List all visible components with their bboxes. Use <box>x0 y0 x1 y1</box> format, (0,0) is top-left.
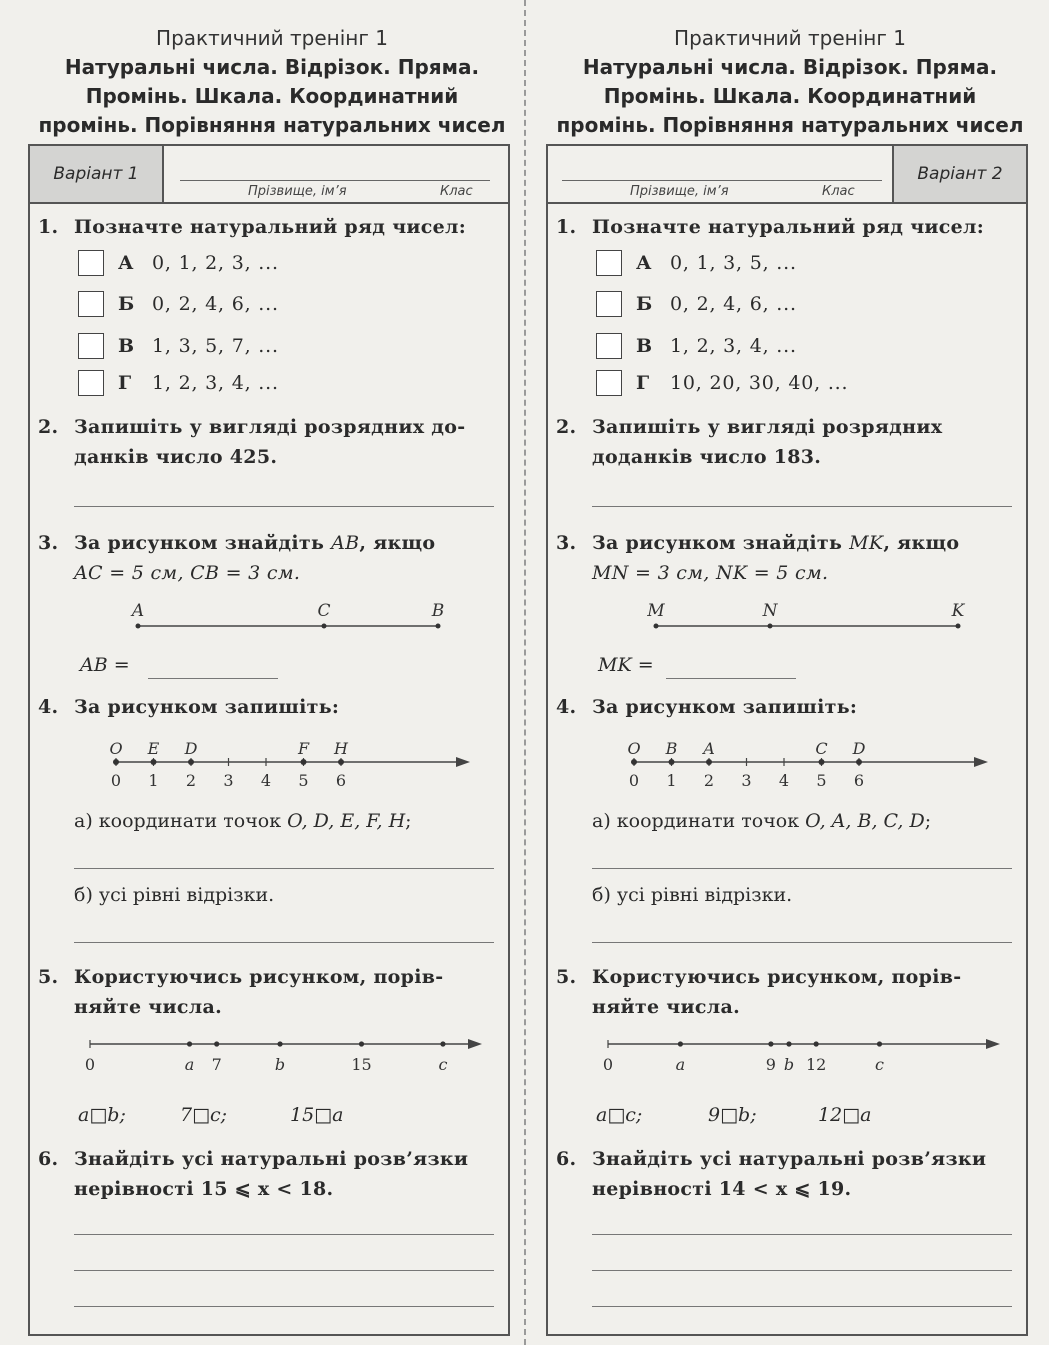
answer-line[interactable] <box>592 1234 1012 1235</box>
task3-answer-label: MK = <box>598 654 654 676</box>
name-row <box>548 146 1026 204</box>
task3-line2: AC = 5 см, CB = 3 см. <box>74 562 301 584</box>
segment-figure <box>112 600 445 640</box>
ray-point-label: H <box>334 739 348 758</box>
header-line: Натуральні числа. Відрізок. Пряма. <box>64 55 480 79</box>
ray-tick-label: 5 <box>816 771 827 790</box>
task4-part-b: б) усі рівні відрізки. <box>592 884 793 906</box>
answer-line[interactable] <box>74 1234 494 1235</box>
checkbox[interactable] <box>596 291 622 317</box>
task3-answer-line[interactable] <box>666 678 796 679</box>
option-letter: Г <box>118 372 132 394</box>
ray-tick-label: 0 <box>628 771 640 790</box>
segment-point-label: M <box>647 601 665 621</box>
task6-line1: Знайдіть усі натуральні розв’язки <box>74 1148 469 1170</box>
arrow-icon <box>456 757 470 767</box>
compare-ray <box>600 1032 1010 1076</box>
task-number: 5. <box>556 966 577 988</box>
answer-line[interactable] <box>592 942 1012 943</box>
ray-point <box>768 1041 773 1046</box>
ray-point <box>301 759 307 765</box>
option-letter: В <box>636 335 653 357</box>
ray-point <box>338 759 344 765</box>
option-values: 1, 2, 3, 4, ... <box>152 372 279 394</box>
ray-point <box>877 1041 882 1046</box>
ray-value-label: a <box>675 1055 686 1074</box>
ray-tick-label: 3 <box>741 771 752 790</box>
segment-point-label: K <box>951 601 965 621</box>
checkbox[interactable] <box>78 370 104 396</box>
task3-var: AB <box>331 532 360 554</box>
task3-line1b: , якщо <box>359 532 436 554</box>
name-label: Прізвище, ім’я <box>248 184 347 199</box>
task-number: 2. <box>556 416 577 438</box>
task5-line1: Користуючись рисунком, порів- <box>74 966 444 988</box>
option-values: 10, 20, 30, 40, ... <box>670 372 849 394</box>
checkbox[interactable] <box>78 291 104 317</box>
task5-line1: Користуючись рисунком, порів- <box>592 966 962 988</box>
option-letter: А <box>636 252 652 274</box>
ray-point <box>151 759 157 765</box>
task4-a-end: ; <box>924 810 932 832</box>
option-letter: А <box>118 252 134 274</box>
task3-var: MK <box>849 532 884 554</box>
coordinate-ray <box>620 736 1000 792</box>
task4-text <box>556 692 857 722</box>
task6-text <box>556 1144 986 1204</box>
segment-point <box>136 624 141 629</box>
task-number: 5. <box>38 966 59 988</box>
compare-ray <box>82 1032 492 1076</box>
ray-tick-label: 5 <box>298 771 309 790</box>
ray-tick-label: 6 <box>335 771 347 790</box>
header-title: Практичний тренінг 1 <box>156 26 388 50</box>
task3-text <box>556 528 959 588</box>
task5-text <box>556 962 961 1022</box>
segment-point-label: N <box>762 601 778 621</box>
task3-text <box>38 528 435 588</box>
comparison[interactable]: 15□a <box>290 1104 344 1126</box>
task6-line1: Знайдіть усі натуральні розв’язки <box>592 1148 987 1170</box>
checkbox[interactable] <box>596 250 622 276</box>
comparison[interactable]: 7□c; <box>180 1104 228 1126</box>
ray-point <box>113 759 119 765</box>
option-values: 1, 2, 3, 4, ... <box>670 335 797 357</box>
ray-value-label: 0 <box>84 1055 96 1074</box>
ray-point-label: D <box>852 739 866 758</box>
task3-line1a: За рисунком знайдіть <box>592 532 850 554</box>
ray-value-label: c <box>875 1055 884 1074</box>
ray-point <box>359 1041 364 1046</box>
segment-point <box>768 624 773 629</box>
arrow-icon <box>468 1039 482 1049</box>
ray-point <box>706 759 712 765</box>
segment-point <box>322 624 327 629</box>
coordinate-ray <box>102 736 482 792</box>
ray-point-label: B <box>665 739 678 758</box>
task2-line2: доданків число 183. <box>592 446 822 468</box>
option-values: 0, 1, 3, 5, ... <box>670 252 797 274</box>
answer-line[interactable] <box>592 1270 1012 1271</box>
header-title: Практичний тренінг 1 <box>674 26 906 50</box>
task3-line1a: За рисунком знайдіть <box>74 532 332 554</box>
checkbox[interactable] <box>78 333 104 359</box>
task1-text <box>38 212 466 242</box>
ray-value-label: b <box>783 1055 795 1074</box>
task4-a-vars: O, A, B, C, D <box>805 810 925 832</box>
ray-tick-label: 1 <box>666 771 677 790</box>
header-line: промінь. Порівняння натуральних чисел <box>38 113 506 137</box>
comparison[interactable]: 12□a <box>818 1104 872 1126</box>
task2-text <box>38 412 465 472</box>
header-line: Натуральні числа. Відрізок. Пряма. <box>582 55 998 79</box>
task6-text <box>38 1144 468 1204</box>
task4-prompt: За рисунком запишіть: <box>592 696 858 718</box>
ray-tick-label: 4 <box>778 771 790 790</box>
ray-point <box>786 1041 791 1046</box>
task3-line1b: , якщо <box>883 532 960 554</box>
task2-text <box>556 412 942 472</box>
ray-tick-label: 3 <box>223 771 234 790</box>
option-d[interactable] <box>78 370 279 396</box>
ray-point <box>819 759 825 765</box>
task2-line2: данків число 425. <box>74 446 278 468</box>
ray-tick-label: 1 <box>148 771 159 790</box>
answer-line[interactable] <box>74 506 494 507</box>
task3-answer-line[interactable] <box>148 678 278 679</box>
class-label: Клас <box>822 184 855 199</box>
name-label: Прізвище, ім’я <box>630 184 729 199</box>
arrow-icon <box>986 1039 1000 1049</box>
ray-value-label: b <box>274 1055 286 1074</box>
ray-value-label: 15 <box>351 1055 372 1074</box>
variant-label: Варіант 1 <box>30 146 164 202</box>
ray-point-label: O <box>109 739 123 758</box>
ray-point <box>814 1041 819 1046</box>
task5-text <box>38 962 443 1022</box>
task4-a-vars: O, D, E, F, H <box>287 810 406 832</box>
segment-figure <box>630 600 965 640</box>
ray-value-label: a <box>184 1055 195 1074</box>
ray-point <box>187 1041 192 1046</box>
comparison[interactable]: a□b; <box>78 1104 126 1126</box>
ray-value-label: 0 <box>602 1055 614 1074</box>
task-number: 6. <box>38 1148 59 1170</box>
ray-point-label: C <box>815 739 828 758</box>
task-number: 4. <box>38 696 59 718</box>
ray-value-label: 9 <box>765 1055 776 1074</box>
option-letter: В <box>118 335 135 357</box>
segment-point <box>436 624 441 629</box>
checkbox[interactable] <box>78 250 104 276</box>
option-a[interactable] <box>596 250 797 276</box>
ray-point-label: E <box>147 739 160 758</box>
name-row <box>30 146 508 204</box>
ray-tick-label: 4 <box>260 771 272 790</box>
task2-line1: Запишіть у вигляді розрядних <box>592 416 943 438</box>
segment-point-label: A <box>131 601 145 621</box>
ray-value-label: c <box>438 1055 448 1074</box>
ray-point <box>631 759 637 765</box>
task4-a-text: а) координати точок <box>592 810 806 832</box>
ray-point <box>188 759 194 765</box>
task6-line2: нерівності 15 ⩽ x < 18. <box>74 1178 334 1200</box>
option-b[interactable] <box>596 291 797 317</box>
task-number: 2. <box>38 416 59 438</box>
answer-line[interactable] <box>74 1306 494 1307</box>
segment-point-label: C <box>317 601 331 621</box>
cut-line <box>524 0 526 1345</box>
segment-point <box>654 624 659 629</box>
task1-prompt: Позначте натуральний ряд чисел: <box>592 216 985 238</box>
task4-prompt: За рисунком запишіть: <box>74 696 340 718</box>
ray-point <box>669 759 675 765</box>
variant-column <box>22 0 522 1345</box>
task5-line2: няйте числа. <box>74 996 223 1018</box>
checkbox[interactable] <box>596 333 622 359</box>
task5-line2: няйте числа. <box>592 996 741 1018</box>
header-line: Промінь. Шкала. Координатний <box>85 84 459 108</box>
arrow-icon <box>974 757 988 767</box>
ray-point-label: A <box>703 739 715 758</box>
option-c[interactable] <box>78 333 279 359</box>
option-d[interactable] <box>596 370 848 396</box>
ray-point <box>277 1041 282 1046</box>
task6-line2: нерівності 14 < x ⩽ 19. <box>592 1178 852 1200</box>
header-line: Промінь. Шкала. Координатний <box>603 84 977 108</box>
task1-prompt: Позначте натуральний ряд чисел: <box>74 216 467 238</box>
answer-line[interactable] <box>74 1270 494 1271</box>
task-number: 1. <box>38 216 59 238</box>
task4-part-a <box>74 810 412 832</box>
name-input-line[interactable] <box>562 180 882 181</box>
option-letter: Г <box>636 372 650 394</box>
task4-text <box>38 692 339 722</box>
ray-point <box>678 1041 683 1046</box>
answer-line[interactable] <box>592 1306 1012 1307</box>
comparison[interactable]: a□c; <box>596 1104 643 1126</box>
variant-column <box>540 0 1040 1345</box>
header-line: промінь. Порівняння натуральних чисел <box>556 113 1024 137</box>
task4-part-a <box>592 810 931 832</box>
ray-tick-label: 2 <box>703 771 715 790</box>
option-letter: Б <box>118 293 135 315</box>
answer-line[interactable] <box>592 506 1012 507</box>
option-c[interactable] <box>596 333 797 359</box>
ray-tick-label: 2 <box>185 771 197 790</box>
ray-tick-label: 0 <box>110 771 122 790</box>
variant-label: Варіант 2 <box>892 146 1026 202</box>
option-values: 0, 1, 2, 3, ... <box>152 252 279 274</box>
task1-text <box>556 212 984 242</box>
ray-point-label: O <box>627 739 641 758</box>
task-number: 3. <box>38 532 59 554</box>
answer-line[interactable] <box>74 868 494 869</box>
task3-line2: MN = 3 см, NK = 5 см. <box>592 562 829 584</box>
ray-value-label: 7 <box>211 1055 222 1074</box>
ray-point <box>214 1041 219 1046</box>
task-number: 4. <box>556 696 577 718</box>
task4-a-text: а) координати точок <box>74 810 288 832</box>
ray-point <box>856 759 862 765</box>
ray-value-label: 12 <box>805 1055 827 1074</box>
comparison[interactable]: 9□b; <box>708 1104 757 1126</box>
class-label: Клас <box>440 184 473 199</box>
task3-answer-label: AB = <box>80 654 130 676</box>
task4-part-b: б) усі рівні відрізки. <box>74 884 275 906</box>
option-a[interactable] <box>78 250 279 276</box>
ray-point-label: D <box>184 739 198 758</box>
answer-line[interactable] <box>592 868 1012 869</box>
segment-point <box>956 624 961 629</box>
task-number: 1. <box>556 216 577 238</box>
name-input-line[interactable] <box>180 180 490 181</box>
segment-point-label: B <box>431 601 445 621</box>
task-number: 6. <box>556 1148 577 1170</box>
ray-point-label: F <box>297 739 310 758</box>
checkbox[interactable] <box>596 370 622 396</box>
option-b[interactable] <box>78 291 279 317</box>
option-letter: Б <box>636 293 653 315</box>
task-number: 3. <box>556 532 577 554</box>
option-values: 0, 2, 4, 6, ... <box>152 293 279 315</box>
task2-line1: Запишіть у вигляді розрядних до- <box>74 416 466 438</box>
option-values: 1, 3, 5, 7, ... <box>152 335 279 357</box>
ray-tick-label: 6 <box>853 771 865 790</box>
answer-line[interactable] <box>74 942 494 943</box>
task4-a-end: ; <box>405 810 412 832</box>
option-values: 0, 2, 4, 6, ... <box>670 293 797 315</box>
ray-point <box>440 1041 445 1046</box>
